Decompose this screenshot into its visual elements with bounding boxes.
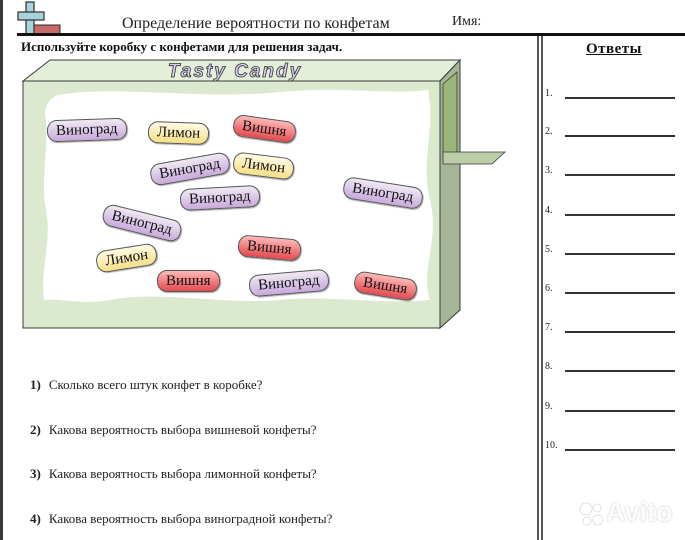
answer-blank-line[interactable] (565, 292, 675, 294)
candy-grape: Виноград (342, 176, 424, 210)
answer-blank-line[interactable] (565, 449, 675, 451)
candy-cherry: Вишня (237, 234, 301, 261)
answer-item (545, 244, 680, 258)
question-text: Какова вероятность выбора виноградной конфеты? (48, 511, 333, 526)
answer-number: 7. (545, 322, 553, 333)
question-item (30, 466, 317, 482)
answers-divider-inner (541, 36, 543, 540)
answer-blank-line[interactable] (565, 410, 675, 412)
answer-item (545, 440, 680, 454)
answer-item (545, 126, 680, 140)
question-number: 4) (30, 511, 41, 526)
candy-grape: Виноград (179, 185, 260, 211)
plus-minus-logo-icon (16, 0, 66, 36)
question-item (30, 511, 332, 527)
question-number: 3) (30, 466, 41, 481)
answer-number: 1. (545, 88, 553, 99)
answer-blank-line[interactable] (565, 174, 675, 176)
answer-number: 4. (545, 205, 553, 216)
answer-blank-line[interactable] (565, 214, 675, 216)
answer-blank-line[interactable] (565, 331, 675, 333)
candy-cherry: Вишня (232, 114, 297, 144)
question-text: Какова вероятность выбора лимонной конфеты? (48, 466, 317, 481)
answer-item (545, 322, 680, 336)
question-number: 2) (30, 422, 41, 437)
candy-cherry: Вишня (157, 270, 220, 292)
answer-blank-line[interactable] (565, 253, 675, 255)
question-number: 1) (30, 377, 41, 392)
answer-number: 10. (545, 440, 558, 451)
answer-blank-line[interactable] (565, 97, 675, 99)
page-title: Определение вероятности по конфетам (122, 15, 390, 32)
candy-grape: Виноград (101, 203, 183, 244)
question-text: Сколько всего штук конфет в коробке? (48, 377, 263, 392)
answer-item (545, 401, 680, 415)
candy-cherry: Вишня (353, 270, 418, 302)
candy-grape: Виноград (248, 269, 329, 298)
answers-title: Ответы (586, 41, 642, 57)
answer-item (545, 165, 680, 179)
candy-grape: Виноград (149, 151, 231, 186)
question-item (30, 377, 262, 393)
answers-divider (537, 36, 539, 540)
answer-number: 5. (545, 244, 553, 255)
candy-lemon: Лимон (95, 242, 159, 273)
answer-blank-line[interactable] (565, 370, 675, 372)
answer-blank-line[interactable] (565, 135, 675, 137)
question-item (30, 422, 317, 438)
question-text: Какова вероятность выбора вишневой конфеты? (48, 422, 317, 437)
brand-title: Tasty Candy (167, 61, 303, 82)
answer-number: 3. (545, 165, 553, 176)
name-label: Имя: (452, 14, 482, 29)
answer-item (545, 283, 680, 297)
candy-grape: Виноград (47, 118, 127, 143)
instructions: Используйте коробку с конфетами для решения задач. (21, 39, 343, 54)
answer-number: 8. (545, 361, 553, 372)
answer-item (545, 88, 680, 102)
candy-lemon: Лимон (232, 151, 295, 180)
header-rule (17, 33, 685, 36)
answer-number: 2. (545, 126, 553, 137)
answer-item (545, 205, 680, 219)
answer-number: 9. (545, 401, 553, 412)
answer-item (545, 361, 680, 375)
watermark: Avito (606, 497, 673, 527)
candy-lemon: Лимон (148, 121, 210, 145)
answer-number: 6. (545, 283, 553, 294)
avito-logo-icon (578, 501, 604, 527)
